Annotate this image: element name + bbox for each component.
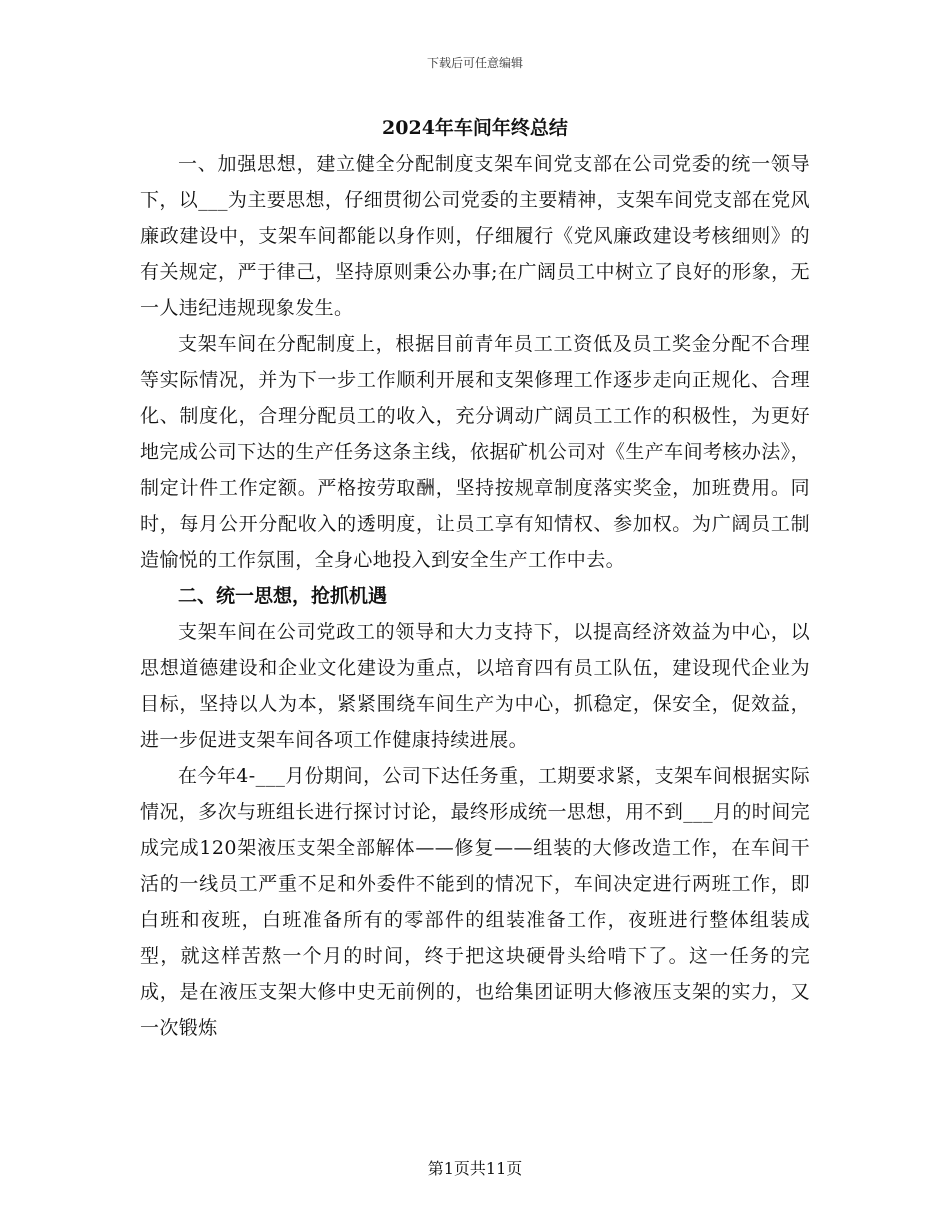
page-number: 第1页共11页 bbox=[427, 1159, 523, 1178]
header-note: 下载后可任意编辑 bbox=[426, 56, 523, 70]
section-heading: 二、统一思想，抢抓机遇 bbox=[178, 585, 388, 607]
document-body bbox=[140, 110, 810, 1046]
paragraph: 在今年4-___月份期间，公司下达任务重，工期要求紧，支架车间根据实际情况，多次与班组长进行探讨讨论，最终形成统一思想，用不到___月的时间完成完成120架液压支架全部解体——修复——组装的大修改造工作，在车间干活的一线员工严重不足和外委件不能到的情况下，车间决定进行两班工作，即白班和夜班，白班准备所有的零部件的组装准备工作，夜班进行整体组装成型，就这样苦熬一个月的时间，终于把这块硬骨头给啃下了。这一任务的完成，是在液压支架大修中史无前例的，也给集团证明大修液压支架的实力，又一次锻炼 bbox=[140, 765, 810, 1039]
paragraph: 一、加强思想，建立健全分配制度支架车间党支部在公司党委的统一领导下，以___为主要思想，仔细贯彻公司党委的主要精神，支架车间党支部在党风廉政建设中，支架车间都能以身作则，仔细履行《党风廉政建设考核细则》的有关规定，严于律己，坚持原则秉公办事;在广阔员工中树立了良好的形象，无一人违纪违规现象发生。 bbox=[140, 153, 810, 319]
paragraph: 支架车间在分配制度上，根据目前青年员工工资低及员工奖金分配不合理等实际情况，并为下一步工作顺利开展和支架修理工作逐步走向正规化、合理化、制度化，合理分配员工的收入，充分调动广阔员工工作的积极性，为更好地完成公司下达的生产任务这条主线，依据矿机公司对《生产车间考核办法》，制定计件工作定额。严格按劳取酬，坚持按规章制度落实奖金，加班费用。同时，每月公开分配收入的透明度，让员工享有知情权、参加权。为广阔员工制造愉悦的工作氛围，全身心地投入到安全生产工作中去。 bbox=[140, 333, 810, 571]
paragraph: 支架车间在公司党政工的领导和大力支持下，以提高经济效益为中心，以思想道德建设和企业文化建设为重点，以培育四有员工队伍，建设现代企业为目标，坚持以人为本，紧紧围绕车间生产为中心，抓稳定，保安全，促效益，进一步促进支架车间各项工作健康持续进展。 bbox=[140, 621, 810, 751]
document-title: 2024年车间年终总结 bbox=[382, 117, 568, 139]
